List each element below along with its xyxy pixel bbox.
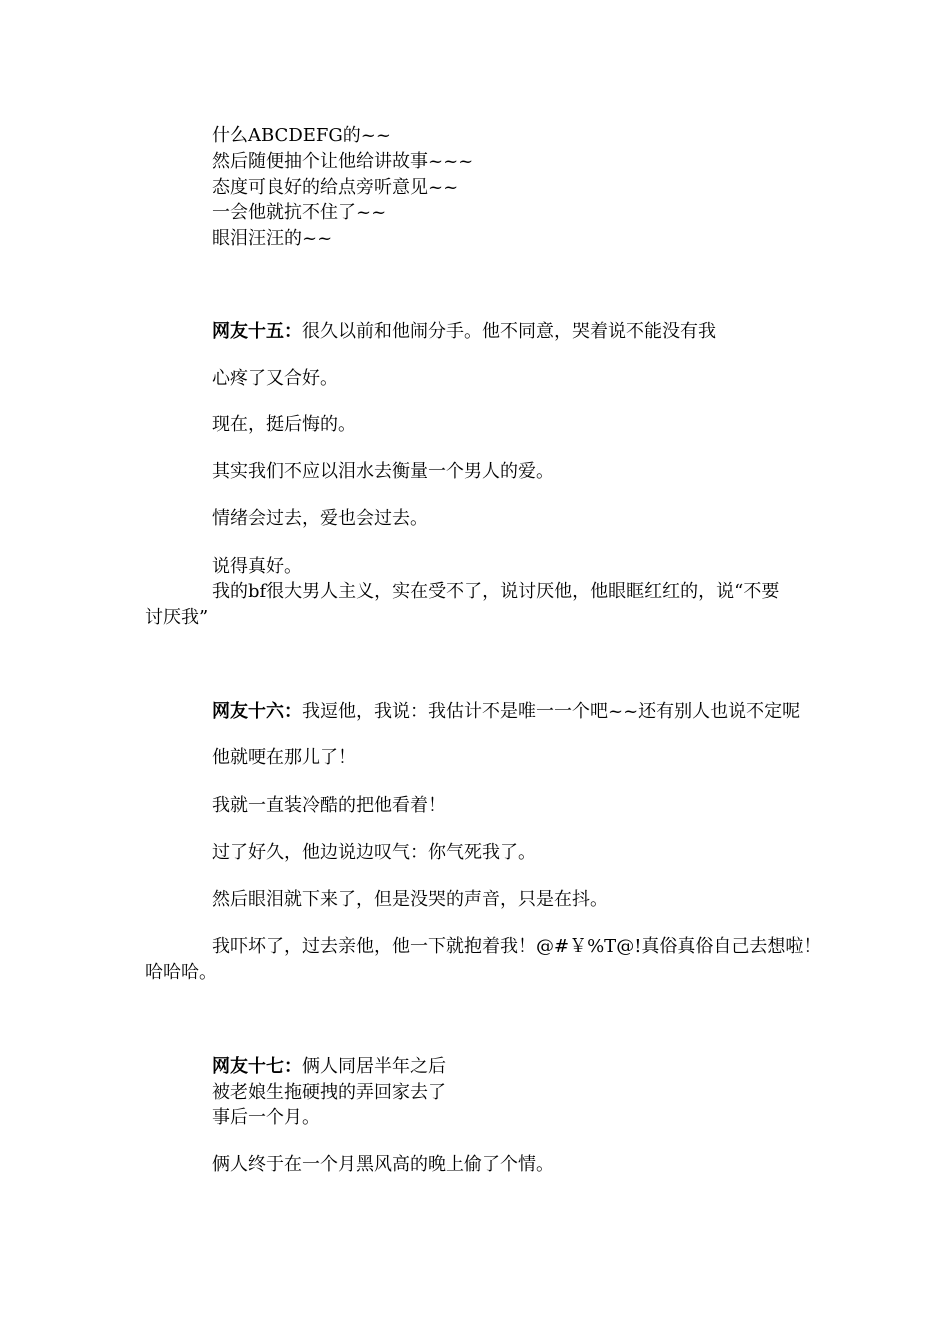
text-line: 被老娘生拖硬拽的弄回家去了 [212,1082,446,1103]
text-line: 情绪会过去，爱也会过去。 [212,508,428,529]
text-line: 心疼了又合好。 [212,368,338,389]
text-line: 俩人终于在一个月黑风高的晚上偷了个情。 [212,1154,554,1175]
text-line: 一会他就抗不住了~~ [212,202,387,223]
section-17-first-text: 俩人同居半年之后 [302,1056,446,1077]
paragraph-line: 讨厌我” [145,607,209,628]
paragraph-line: 我的bf很大男人主义，实在受不了，说讨厌他，他眼眶红红的，说“不要 [212,581,780,602]
text-line: 什么ABCDEFG的~~ [212,125,391,146]
text-line: 他就哽在那儿了！ [212,747,356,768]
text-line: 现在，挺后悔的。 [212,414,356,435]
text-line: 态度可良好的给点旁听意见~~ [212,177,459,198]
text-line: 然后眼泪就下来了，但是没哭的声音，只是在抖。 [212,889,608,910]
section-15-label: 网友十五： [212,321,302,342]
section-15-first-line [212,320,716,344]
text-line: 眼泪汪汪的~~ [212,228,333,249]
text-line: 其实我们不应以泪水去衡量一个男人的爱。 [212,461,554,482]
text-line: 事后一个月。 [212,1107,320,1128]
paragraph-line: 哈哈哈。 [145,962,217,983]
section-16-first-line [212,700,800,724]
paragraph-line: 我吓坏了，过去亲他，他一下就抱着我！@#￥%T@!真俗真俗自己去想啦！ [212,936,822,957]
section-15-first-text: 很久以前和他闹分手。他不同意，哭着说不能没有我 [302,321,716,342]
text-line: 我就一直装冷酷的把他看着！ [212,795,446,816]
section-17-first-line [212,1055,446,1079]
text-line: 然后随便抽个让他给讲故事~~~ [212,151,474,172]
section-16-first-text: 我逗他，我说：我估计不是唯一一个吧~~还有别人也说不定呢 [302,701,801,722]
section-17-label: 网友十七： [212,1056,302,1077]
section-16-label: 网友十六： [212,701,302,722]
text-line: 过了好久，他边说边叹气：你气死我了。 [212,842,536,863]
text-line: 说得真好。 [212,556,302,577]
